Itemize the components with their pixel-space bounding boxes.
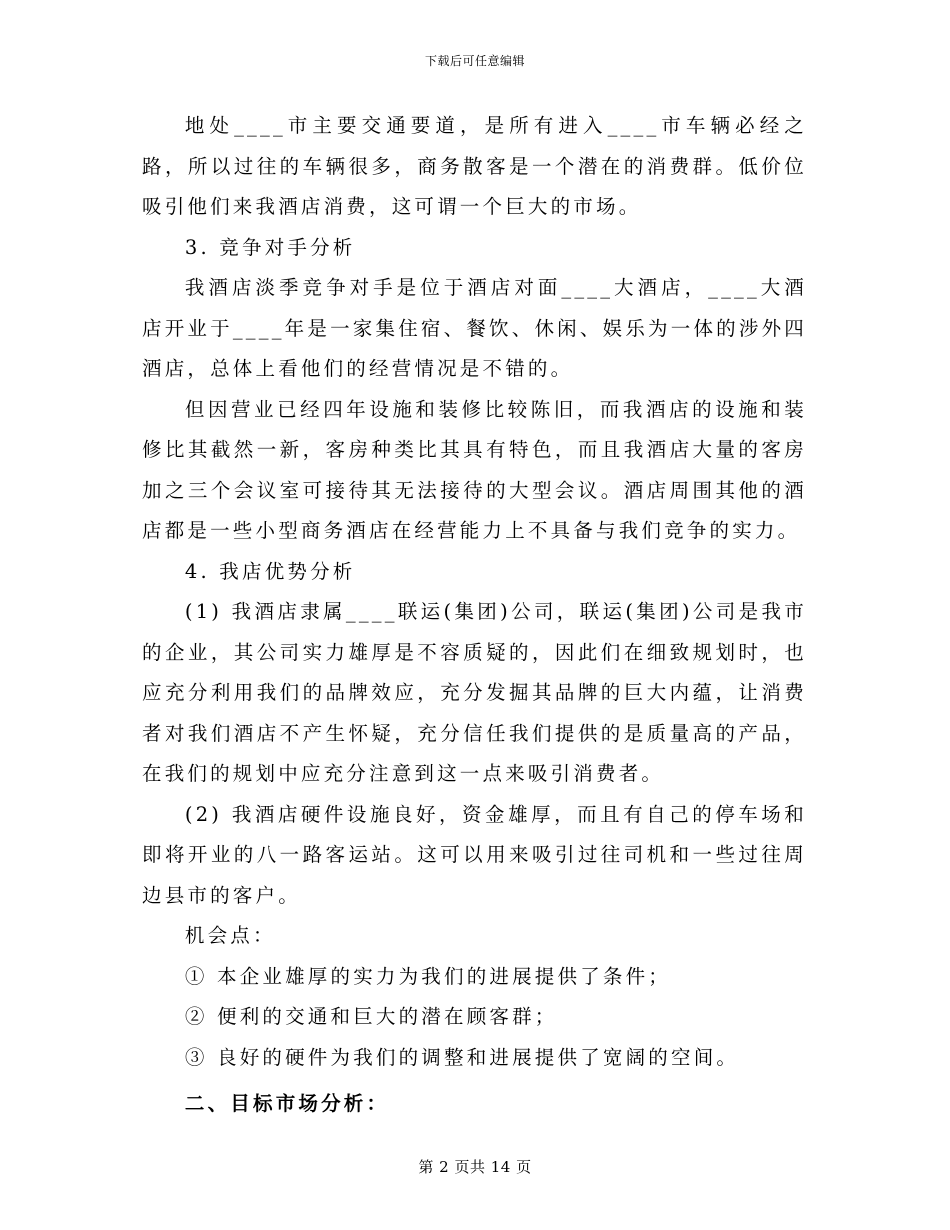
label-opportunities: 机会点： [184,924,276,947]
document-body [142,106,807,1125]
opportunity-item-3: ③ 良好的硬件为我们的调整和进展提供了宽阔的空间。 [184,1045,740,1069]
page-footer: 第 2 页共 14 页 [418,1158,532,1176]
paragraph-competitor: 我酒店淡季竞争对手是位于酒店对面____大酒店，____大酒店开业于____年是一家集住宿、餐饮、休闲、娱乐为一体的涉外四酒店，总体上看他们的经营情况是不错的。 [142,276,807,380]
opportunity-item-2: ② 便利的交通和巨大的潜在顾客群； [184,1005,558,1028]
heading-target-market: 二、目标市场分析： [184,1092,390,1115]
paragraph-advantage-2: (2) 我酒店硬件设施良好，资金雄厚，而且有自己的停车场和即将开业的八一路客运站。这可以用来吸引过往司机和一些过往周边县市的客户。 [142,802,807,907]
heading-competitor-analysis: 3. 竞争对手分析 [184,235,356,259]
paragraph-advantage-1: (1) 我酒店隶属____联运(集团)公司，联运(集团)公司是我市的企业，其公司实力雄厚是不容质疑的，因此们在细致规划时，也应充分利用我们的品牌效应，充分发掘其品牌的巨大内蕴，让消费者对我们酒店不产生怀疑，充分信任我们提供的是质量高的产品，在我们的规划中应充分注意到这一点来吸引消费者。 [142,600,807,785]
paragraph-facilities: 但因营业已经四年设施和装修比较陈旧，而我酒店的设施和装修比其截然一新，客房种类比其具有特色，而且我酒店大量的客房加之三个会议室可接待其无法接待的大型会议。酒店周围其他的酒店都是一些小型商务酒店在经营能力上不具备与我们竞争的实力。 [142,397,807,542]
paragraph-location: 地处____市主要交通要道，是所有进入____市车辆必经之路，所以过往的车辆很多，商务散客是一个潜在的消费群。低价位吸引他们来我酒店消费，这可谓一个巨大的市场。 [142,114,807,218]
page-header: 下载后可任意编辑 [424,54,525,68]
opportunity-item-1: ① 本企业雄厚的实力为我们的进展提供了条件； [184,964,671,988]
heading-advantage-analysis: 4. 我店优势分析 [184,559,356,583]
